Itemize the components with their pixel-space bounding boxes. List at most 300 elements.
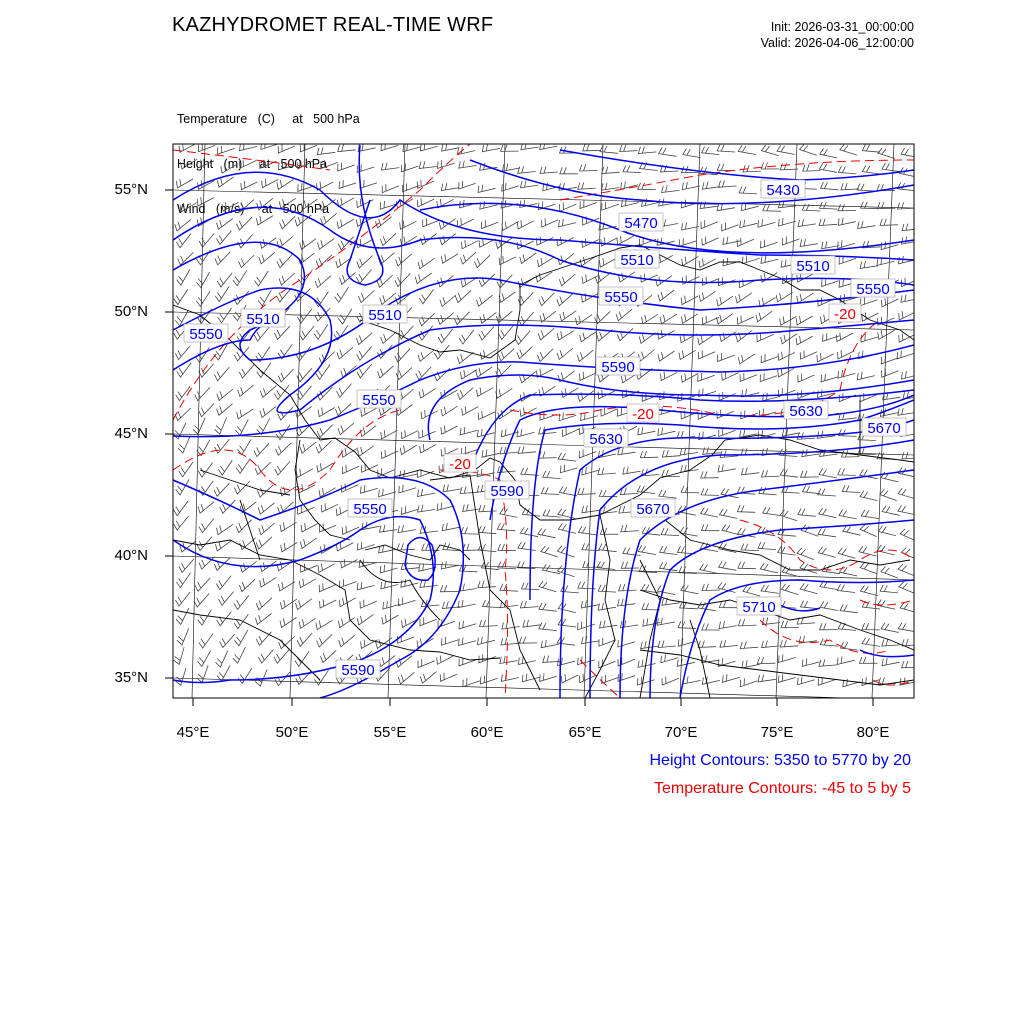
wind-barb bbox=[233, 270, 247, 285]
wind-barb bbox=[796, 316, 813, 325]
wind-barb bbox=[701, 488, 719, 495]
wind-barb bbox=[576, 315, 593, 325]
wind-barb bbox=[900, 602, 917, 613]
wind-barb bbox=[459, 658, 476, 666]
wind-barb bbox=[819, 219, 837, 226]
wind-barb bbox=[740, 642, 758, 649]
wind-barb bbox=[559, 274, 575, 286]
wind-barb bbox=[700, 201, 718, 208]
wind-barb bbox=[701, 524, 719, 531]
wind-barb bbox=[479, 505, 497, 512]
wind-barb bbox=[699, 291, 715, 301]
wind-barb bbox=[196, 272, 209, 288]
wind-barb bbox=[420, 444, 437, 453]
wind-barb bbox=[277, 255, 292, 268]
wind-barb bbox=[420, 672, 436, 684]
wind-barb bbox=[741, 411, 758, 419]
wind-barb bbox=[640, 451, 658, 458]
wind-barb bbox=[661, 372, 678, 381]
wind-barb bbox=[500, 656, 518, 664]
height-contours bbox=[173, 145, 914, 698]
wind-barb bbox=[358, 542, 375, 550]
lat-label: 40°N bbox=[114, 547, 148, 564]
wind-barb bbox=[342, 465, 359, 474]
wind-barb bbox=[602, 167, 620, 174]
wind-barb bbox=[778, 674, 795, 682]
wind-barb bbox=[718, 353, 735, 361]
wind-barb bbox=[180, 203, 197, 212]
wind-barb bbox=[301, 564, 318, 573]
wind-barb bbox=[455, 290, 471, 302]
wind-barb bbox=[396, 368, 412, 380]
wind-barb bbox=[618, 639, 635, 647]
wind-barb bbox=[197, 651, 210, 667]
wind-barb bbox=[177, 628, 189, 645]
wind-barb bbox=[617, 328, 633, 340]
svg-text:5510: 5510 bbox=[620, 252, 654, 269]
wind-barb bbox=[761, 240, 778, 248]
wind-barb bbox=[259, 252, 275, 264]
wind-barb bbox=[318, 239, 334, 250]
wind-barb bbox=[178, 437, 190, 454]
wind-barb bbox=[199, 519, 214, 533]
wind-barb bbox=[701, 220, 718, 229]
wind-barb bbox=[738, 354, 755, 364]
wind-barb bbox=[763, 393, 781, 401]
wind-barb bbox=[261, 141, 278, 149]
wind-barb bbox=[557, 637, 575, 645]
wind-barb bbox=[299, 618, 316, 628]
temperature-label bbox=[444, 454, 476, 473]
wind-barb bbox=[880, 489, 897, 500]
wind-barb bbox=[500, 508, 518, 517]
wind-barb bbox=[638, 546, 656, 555]
wind-barb bbox=[621, 562, 639, 569]
wind-barb bbox=[258, 650, 273, 664]
wind-barb bbox=[459, 181, 476, 189]
wind-barb bbox=[638, 350, 654, 362]
wind-barb bbox=[174, 516, 189, 530]
wind-barb bbox=[174, 647, 185, 664]
wind-barb bbox=[501, 674, 519, 682]
wind-barb bbox=[582, 467, 599, 475]
wind-barb bbox=[659, 490, 677, 498]
variable-height: Height (m) at 500 hPa bbox=[177, 157, 328, 171]
svg-text:5590: 5590 bbox=[341, 662, 375, 679]
wind-barb bbox=[181, 159, 198, 169]
wind-barb bbox=[880, 585, 898, 593]
wind-barb bbox=[660, 314, 677, 324]
wind-barb bbox=[803, 164, 821, 171]
wind-barb bbox=[742, 468, 760, 475]
wind-barb bbox=[723, 674, 740, 682]
wind-barb bbox=[280, 522, 297, 531]
wind-barb bbox=[762, 617, 780, 624]
wind-barb bbox=[177, 363, 191, 378]
wind-barb bbox=[740, 373, 757, 381]
wind-barb bbox=[538, 528, 556, 538]
wind-barb bbox=[862, 638, 880, 647]
wind-barb bbox=[681, 486, 699, 493]
height-label bbox=[599, 287, 643, 306]
wind-barb bbox=[482, 220, 499, 228]
wind-barb bbox=[419, 388, 436, 398]
wind-barb bbox=[238, 234, 253, 248]
wind-barb bbox=[402, 619, 419, 628]
wind-barb bbox=[702, 147, 720, 155]
wind-barb bbox=[660, 546, 678, 555]
wind-barb bbox=[241, 181, 258, 190]
wind-barb bbox=[580, 372, 597, 381]
wind-barb bbox=[277, 180, 294, 190]
height-label bbox=[184, 324, 228, 343]
wind-barb bbox=[517, 346, 533, 358]
wind-barb bbox=[662, 677, 679, 686]
wind-barb bbox=[698, 335, 714, 345]
wind-barb bbox=[857, 372, 875, 380]
wind-barb bbox=[500, 584, 518, 591]
wind-barb bbox=[419, 289, 434, 303]
wind-barb bbox=[662, 185, 680, 192]
wind-barb bbox=[542, 218, 559, 227]
svg-text:-20: -20 bbox=[449, 456, 471, 473]
wind-barb bbox=[759, 409, 776, 417]
wind-barb bbox=[836, 333, 853, 342]
wind-barb bbox=[859, 657, 877, 664]
init-time: Init: 2026-03-31_00:00:00 bbox=[770, 20, 914, 34]
wind-barb bbox=[737, 316, 754, 325]
wind-barb bbox=[442, 523, 460, 531]
wind-barb bbox=[335, 403, 351, 415]
svg-text:5550: 5550 bbox=[353, 501, 387, 518]
wind-barb bbox=[898, 564, 915, 576]
height-contour-legend: Height Contours: 5350 to 5770 by 20 bbox=[649, 752, 911, 769]
wind-barb bbox=[460, 427, 477, 435]
wind-barb bbox=[658, 351, 674, 361]
wind-barb bbox=[378, 366, 394, 378]
wind-barb bbox=[482, 144, 500, 152]
wind-barb bbox=[638, 146, 656, 153]
axis-ticks bbox=[165, 190, 873, 706]
wind-barb bbox=[599, 258, 616, 267]
wind-barb bbox=[356, 270, 371, 284]
wind-barb bbox=[195, 387, 210, 400]
wind-barb bbox=[281, 543, 298, 552]
wind-barb bbox=[478, 185, 496, 193]
wind-barb bbox=[860, 525, 877, 537]
wind-barb bbox=[315, 308, 330, 321]
wind-barb bbox=[838, 370, 855, 378]
wind-barb bbox=[419, 161, 437, 168]
wind-barb bbox=[459, 621, 476, 629]
wind-barb bbox=[235, 419, 248, 435]
wind-barb bbox=[176, 592, 191, 606]
wind-barb bbox=[677, 659, 695, 667]
wind-barb bbox=[818, 547, 835, 557]
wind-barb bbox=[199, 634, 213, 649]
wind-barb bbox=[199, 481, 213, 496]
wind-barb bbox=[474, 255, 490, 268]
wind-barb bbox=[477, 469, 495, 477]
wind-barb bbox=[882, 506, 900, 516]
wind-barb bbox=[681, 314, 698, 324]
wind-barb bbox=[803, 486, 821, 494]
variable-temperature: Temperature (C) at 500 hPa bbox=[177, 112, 360, 126]
wind-barb bbox=[719, 601, 737, 608]
wind-barb bbox=[334, 325, 348, 340]
wind-barb bbox=[881, 623, 899, 633]
wind-barb bbox=[840, 144, 857, 155]
wind-barb bbox=[175, 408, 191, 421]
wind-barb bbox=[560, 167, 578, 174]
wind-barb bbox=[375, 217, 391, 228]
temperature-label bbox=[829, 304, 861, 323]
wind-barb bbox=[297, 633, 312, 646]
wind-barb bbox=[215, 418, 227, 435]
svg-text:5430: 5430 bbox=[766, 182, 800, 199]
wind-barb bbox=[357, 199, 374, 208]
wind-barb bbox=[234, 614, 248, 629]
wind-barb bbox=[279, 273, 295, 285]
height-label bbox=[737, 597, 781, 616]
wind-barb bbox=[280, 618, 297, 628]
wind-barb bbox=[193, 418, 205, 435]
wind-barb bbox=[361, 485, 378, 493]
wind-barb bbox=[520, 253, 536, 264]
wind-barb bbox=[418, 659, 435, 668]
wind-barb bbox=[719, 509, 737, 519]
wind-barb bbox=[398, 598, 415, 606]
wind-barb bbox=[580, 200, 597, 208]
wind-barb bbox=[517, 220, 534, 229]
wind-barb bbox=[275, 672, 290, 686]
wind-barb bbox=[479, 327, 494, 341]
wind-barb bbox=[717, 410, 734, 419]
wind-barb bbox=[395, 274, 410, 287]
height-label bbox=[241, 309, 285, 328]
lon-label: 60°E bbox=[470, 724, 504, 741]
wind-barb bbox=[862, 623, 880, 630]
wind-barb bbox=[882, 369, 899, 378]
wind-barb bbox=[463, 678, 480, 686]
wind-barb bbox=[581, 600, 599, 608]
wind-barb bbox=[901, 295, 919, 303]
wind-barb bbox=[902, 661, 920, 668]
wind-barb bbox=[463, 504, 481, 511]
wind-barb bbox=[337, 198, 354, 207]
wind-barb bbox=[338, 237, 353, 250]
wind-barb bbox=[842, 485, 860, 492]
wind-barb bbox=[233, 647, 246, 663]
wind-barb bbox=[314, 292, 328, 307]
svg-text:5630: 5630 bbox=[589, 431, 623, 448]
svg-text:5550: 5550 bbox=[362, 392, 396, 409]
wind-barb bbox=[838, 204, 856, 211]
wind-barb bbox=[540, 142, 558, 150]
wind-barb bbox=[638, 183, 656, 190]
wind-barb bbox=[780, 316, 797, 325]
wind-barb bbox=[279, 582, 296, 591]
wind-barb bbox=[314, 324, 328, 339]
lat-label: 55°N bbox=[114, 181, 148, 198]
wind-barb bbox=[761, 162, 779, 169]
wind-barb bbox=[360, 180, 377, 188]
wind-barb bbox=[239, 579, 255, 591]
wind-barb bbox=[860, 491, 878, 501]
wind-barb bbox=[558, 603, 576, 613]
wind-barb bbox=[902, 639, 920, 646]
lon-label: 80°E bbox=[856, 724, 890, 741]
wind-barb bbox=[457, 388, 473, 400]
wind-barb bbox=[861, 510, 879, 519]
wind-barb bbox=[198, 502, 214, 513]
svg-text:5550: 5550 bbox=[189, 326, 223, 343]
wind-barb bbox=[417, 180, 434, 189]
wind-barb bbox=[717, 314, 733, 324]
wind-barb bbox=[817, 353, 834, 362]
wind-barb bbox=[420, 617, 437, 625]
wind-barb bbox=[781, 621, 799, 628]
wind-barb bbox=[398, 326, 413, 339]
wind-barb bbox=[839, 566, 857, 576]
wind-barb bbox=[738, 145, 756, 154]
wind-barb bbox=[215, 439, 230, 453]
wind-barb bbox=[478, 581, 496, 588]
wind-barb bbox=[477, 637, 495, 645]
wind-barb bbox=[179, 462, 193, 477]
wind-barb bbox=[401, 506, 418, 514]
svg-text:5550: 5550 bbox=[856, 281, 890, 298]
wind-barb bbox=[598, 468, 616, 475]
wind-barb bbox=[843, 525, 861, 535]
wind-barb bbox=[177, 270, 190, 286]
wind-barb bbox=[761, 585, 779, 594]
wind-barb bbox=[761, 470, 779, 477]
wind-barb bbox=[737, 238, 754, 247]
wind-barb bbox=[337, 384, 352, 398]
wind-barb bbox=[254, 271, 268, 286]
height-label bbox=[584, 429, 628, 448]
wind-barb bbox=[539, 452, 557, 459]
wind-barb bbox=[598, 450, 616, 458]
wind-barb bbox=[741, 544, 759, 551]
wind-barb bbox=[616, 309, 632, 321]
wind-barb bbox=[802, 659, 820, 667]
wind-barb bbox=[762, 641, 780, 648]
wind-barb bbox=[819, 508, 837, 518]
wind-barb bbox=[777, 145, 795, 154]
wind-barb bbox=[822, 278, 839, 286]
wind-barb bbox=[722, 372, 739, 381]
temperature-label bbox=[627, 404, 659, 423]
wind-barb bbox=[702, 237, 719, 246]
wind-barb bbox=[440, 234, 456, 245]
wind-barb bbox=[781, 334, 797, 344]
wind-barb bbox=[254, 443, 269, 456]
wind-barb bbox=[522, 674, 539, 682]
wind-barb bbox=[256, 537, 272, 549]
wind-barb bbox=[820, 638, 838, 646]
wind-barb bbox=[838, 240, 855, 248]
wind-barb bbox=[359, 291, 375, 303]
wind-barb bbox=[522, 508, 540, 516]
lon-label: 50°E bbox=[275, 724, 309, 741]
variable-wind: Wind (m/s) at 500 hPa bbox=[177, 202, 330, 216]
wind-barb bbox=[583, 144, 601, 151]
wind-barb bbox=[620, 488, 638, 495]
wind-barb bbox=[236, 520, 252, 533]
wind-barb bbox=[617, 236, 634, 245]
wind-barb bbox=[175, 219, 191, 231]
wind-barb bbox=[341, 559, 358, 568]
wind-barb bbox=[195, 578, 210, 591]
wind-barb bbox=[801, 601, 819, 609]
wind-barb bbox=[738, 619, 756, 626]
wind-barb bbox=[442, 637, 459, 645]
wind-barb bbox=[780, 640, 798, 647]
wind-barb bbox=[840, 642, 858, 650]
wind-barb bbox=[862, 166, 880, 175]
wind-barb bbox=[454, 312, 469, 325]
wind-barb bbox=[278, 502, 294, 514]
wind-barb bbox=[642, 314, 659, 324]
wind-barb bbox=[218, 146, 235, 154]
wind-barb bbox=[720, 451, 738, 458]
wind-barb bbox=[461, 527, 479, 534]
wind-barb bbox=[838, 166, 856, 174]
wind-barb bbox=[476, 367, 492, 377]
wind-barb bbox=[518, 166, 536, 173]
wind-barb bbox=[238, 668, 252, 683]
lon-label: 70°E bbox=[664, 724, 698, 741]
wind-barb bbox=[720, 332, 737, 342]
wind-barb bbox=[403, 144, 420, 152]
wind-barb bbox=[458, 147, 476, 155]
wind-barb bbox=[398, 672, 414, 684]
wind-barb bbox=[321, 160, 338, 168]
wind-barb bbox=[681, 296, 698, 305]
wind-barb bbox=[740, 220, 758, 228]
wind-barb bbox=[901, 148, 919, 157]
wind-barb bbox=[415, 273, 431, 284]
wind-barb bbox=[460, 252, 476, 264]
wind-barb bbox=[518, 542, 536, 551]
wind-barb bbox=[217, 524, 233, 534]
wind-barb bbox=[540, 311, 556, 322]
svg-text:5510: 5510 bbox=[246, 311, 280, 328]
wind-barb bbox=[758, 542, 776, 550]
wind-barb bbox=[860, 585, 878, 595]
wind-barb bbox=[898, 488, 915, 499]
svg-text:5630: 5630 bbox=[789, 403, 823, 420]
wind-barb bbox=[199, 364, 214, 378]
wind-barb bbox=[680, 602, 698, 609]
wind-barb bbox=[216, 576, 231, 590]
wind-barb bbox=[743, 586, 760, 596]
wind-barb bbox=[739, 187, 757, 194]
wind-barb bbox=[801, 471, 819, 478]
wind-barb bbox=[317, 147, 335, 154]
wind-barb bbox=[858, 221, 876, 228]
wind-barb bbox=[541, 487, 559, 494]
wind-barb bbox=[316, 365, 330, 380]
wind-barb bbox=[702, 655, 720, 662]
wind-barb bbox=[661, 655, 678, 663]
wind-barb bbox=[502, 183, 519, 191]
wind-barb bbox=[720, 640, 738, 647]
wind-barb bbox=[861, 297, 878, 305]
height-label bbox=[615, 250, 659, 269]
